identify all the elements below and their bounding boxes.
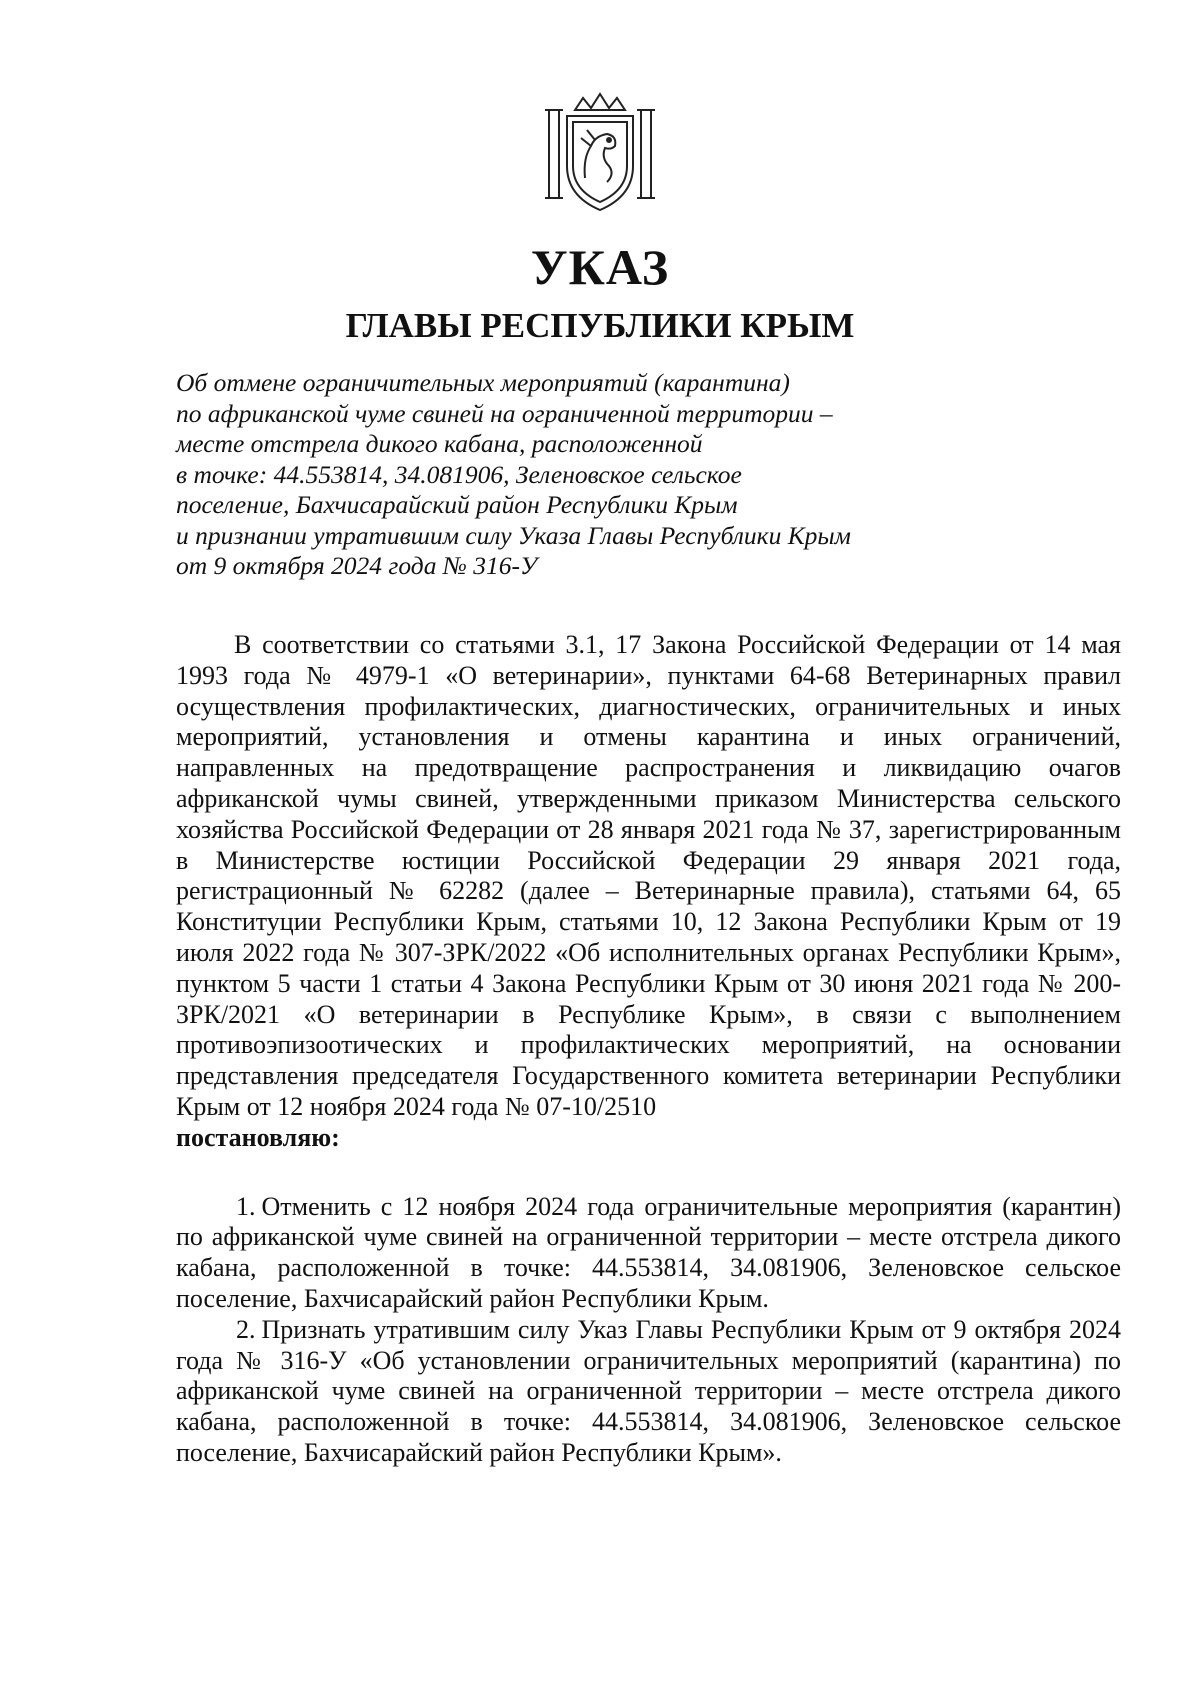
decree-item-2 (176, 1315, 1121, 1469)
document-body (176, 630, 1121, 1469)
heading-line: месте отстрела дикого кабана, расположенной (176, 429, 703, 458)
item-text: Признать утратившим силу Указ Главы Республики Крым от 9 октября 2024 года № 316-У «Об установлении ограничительных мероприятий (карантина) по африканской чуме свиней на ограниченной территории – месте отстрела дикого кабана, расположенной в точке: 44.553814, 34.081906, Зеленовское сельское поселение, Бахчисарайский район Республики Крым». (176, 1314, 1121, 1467)
heading-line: в точке: 44.553814, 34.081906, Зеленовское сельское (176, 459, 742, 489)
heading-line: от 9 октября 2024 года № 316-У (176, 551, 538, 580)
heading-line: Об отмене ограничительных мероприятий (карантина) (176, 368, 790, 397)
coat-of-arms-emblem-icon (535, 88, 665, 218)
item-text: Отменить с 12 ноября 2024 года ограничительные мероприятия (карантин) по африканской чуме свиней на ограниченной территории – месте отстрела дикого кабана, расположенной в точке: 44.553814, 34.081906, Зеленовское сельское поселение, Бахчисарайский район Республики Крым. (176, 1191, 1121, 1313)
heading-line: поселение, Бахчисарайский район Республики Крым (176, 490, 738, 519)
heading-line: и признании утратившим силу Указа Главы Республики Крым (176, 520, 851, 550)
document-subtitle: ГЛАВЫ РЕСПУБЛИКИ КРЫМ (345, 306, 855, 345)
item-number: 1. (236, 1191, 256, 1221)
document-heading (176, 368, 976, 582)
item-number: 2. (236, 1314, 256, 1344)
document-title: УКАЗ (530, 239, 670, 295)
resolve-phrase: постановляю: (176, 1122, 340, 1152)
preamble-paragraph: В соответствии со статьями 3.1, 17 Закона Российской Федерации от 14 мая 1993 года № 4979-1 «О ветеринарии», пунктами 64-68 Ветеринарных правил осуществления профилактических, диагностических, ограничительных и иных мероприятий, установления и отмены карантина и иных ограничений, направленных на предотвращение распространения и ликвидацию очагов африканской чумы свиней, утвержденными приказом Министерства сельского хозяйства Российской Федерации от 28 января 2021 года № 37, зарегистрированным в Министерстве юстиции Российской Федерации 29 января 2021 года, регистрационный № 62282 (далее – Ветеринарные правила), статьями 64, 65 Конституции Республики Крым, статьями 10, 12 Закона Республики Крым от 19 июля 2022 года № 307-ЗРК/2022 «Об исполнительных органах Республики Крым», пунктом 5 части 1 статьи 4 Закона Республики Крым от 30 июня 2021 года № 200-ЗРК/2021 «О ветеринарии в Республике Крым», в связи с выполнением противоэпизоотических и профилактических мероприятий, на основании представления председателя Государственного комитета ветеринарии Республики Крым от 12 ноября 2024 года № 07-10/2510 (176, 630, 1121, 1121)
decree-item-1 (176, 1192, 1121, 1315)
heading-line: по африканской чуме свиней на ограниченной территории – (176, 398, 833, 428)
